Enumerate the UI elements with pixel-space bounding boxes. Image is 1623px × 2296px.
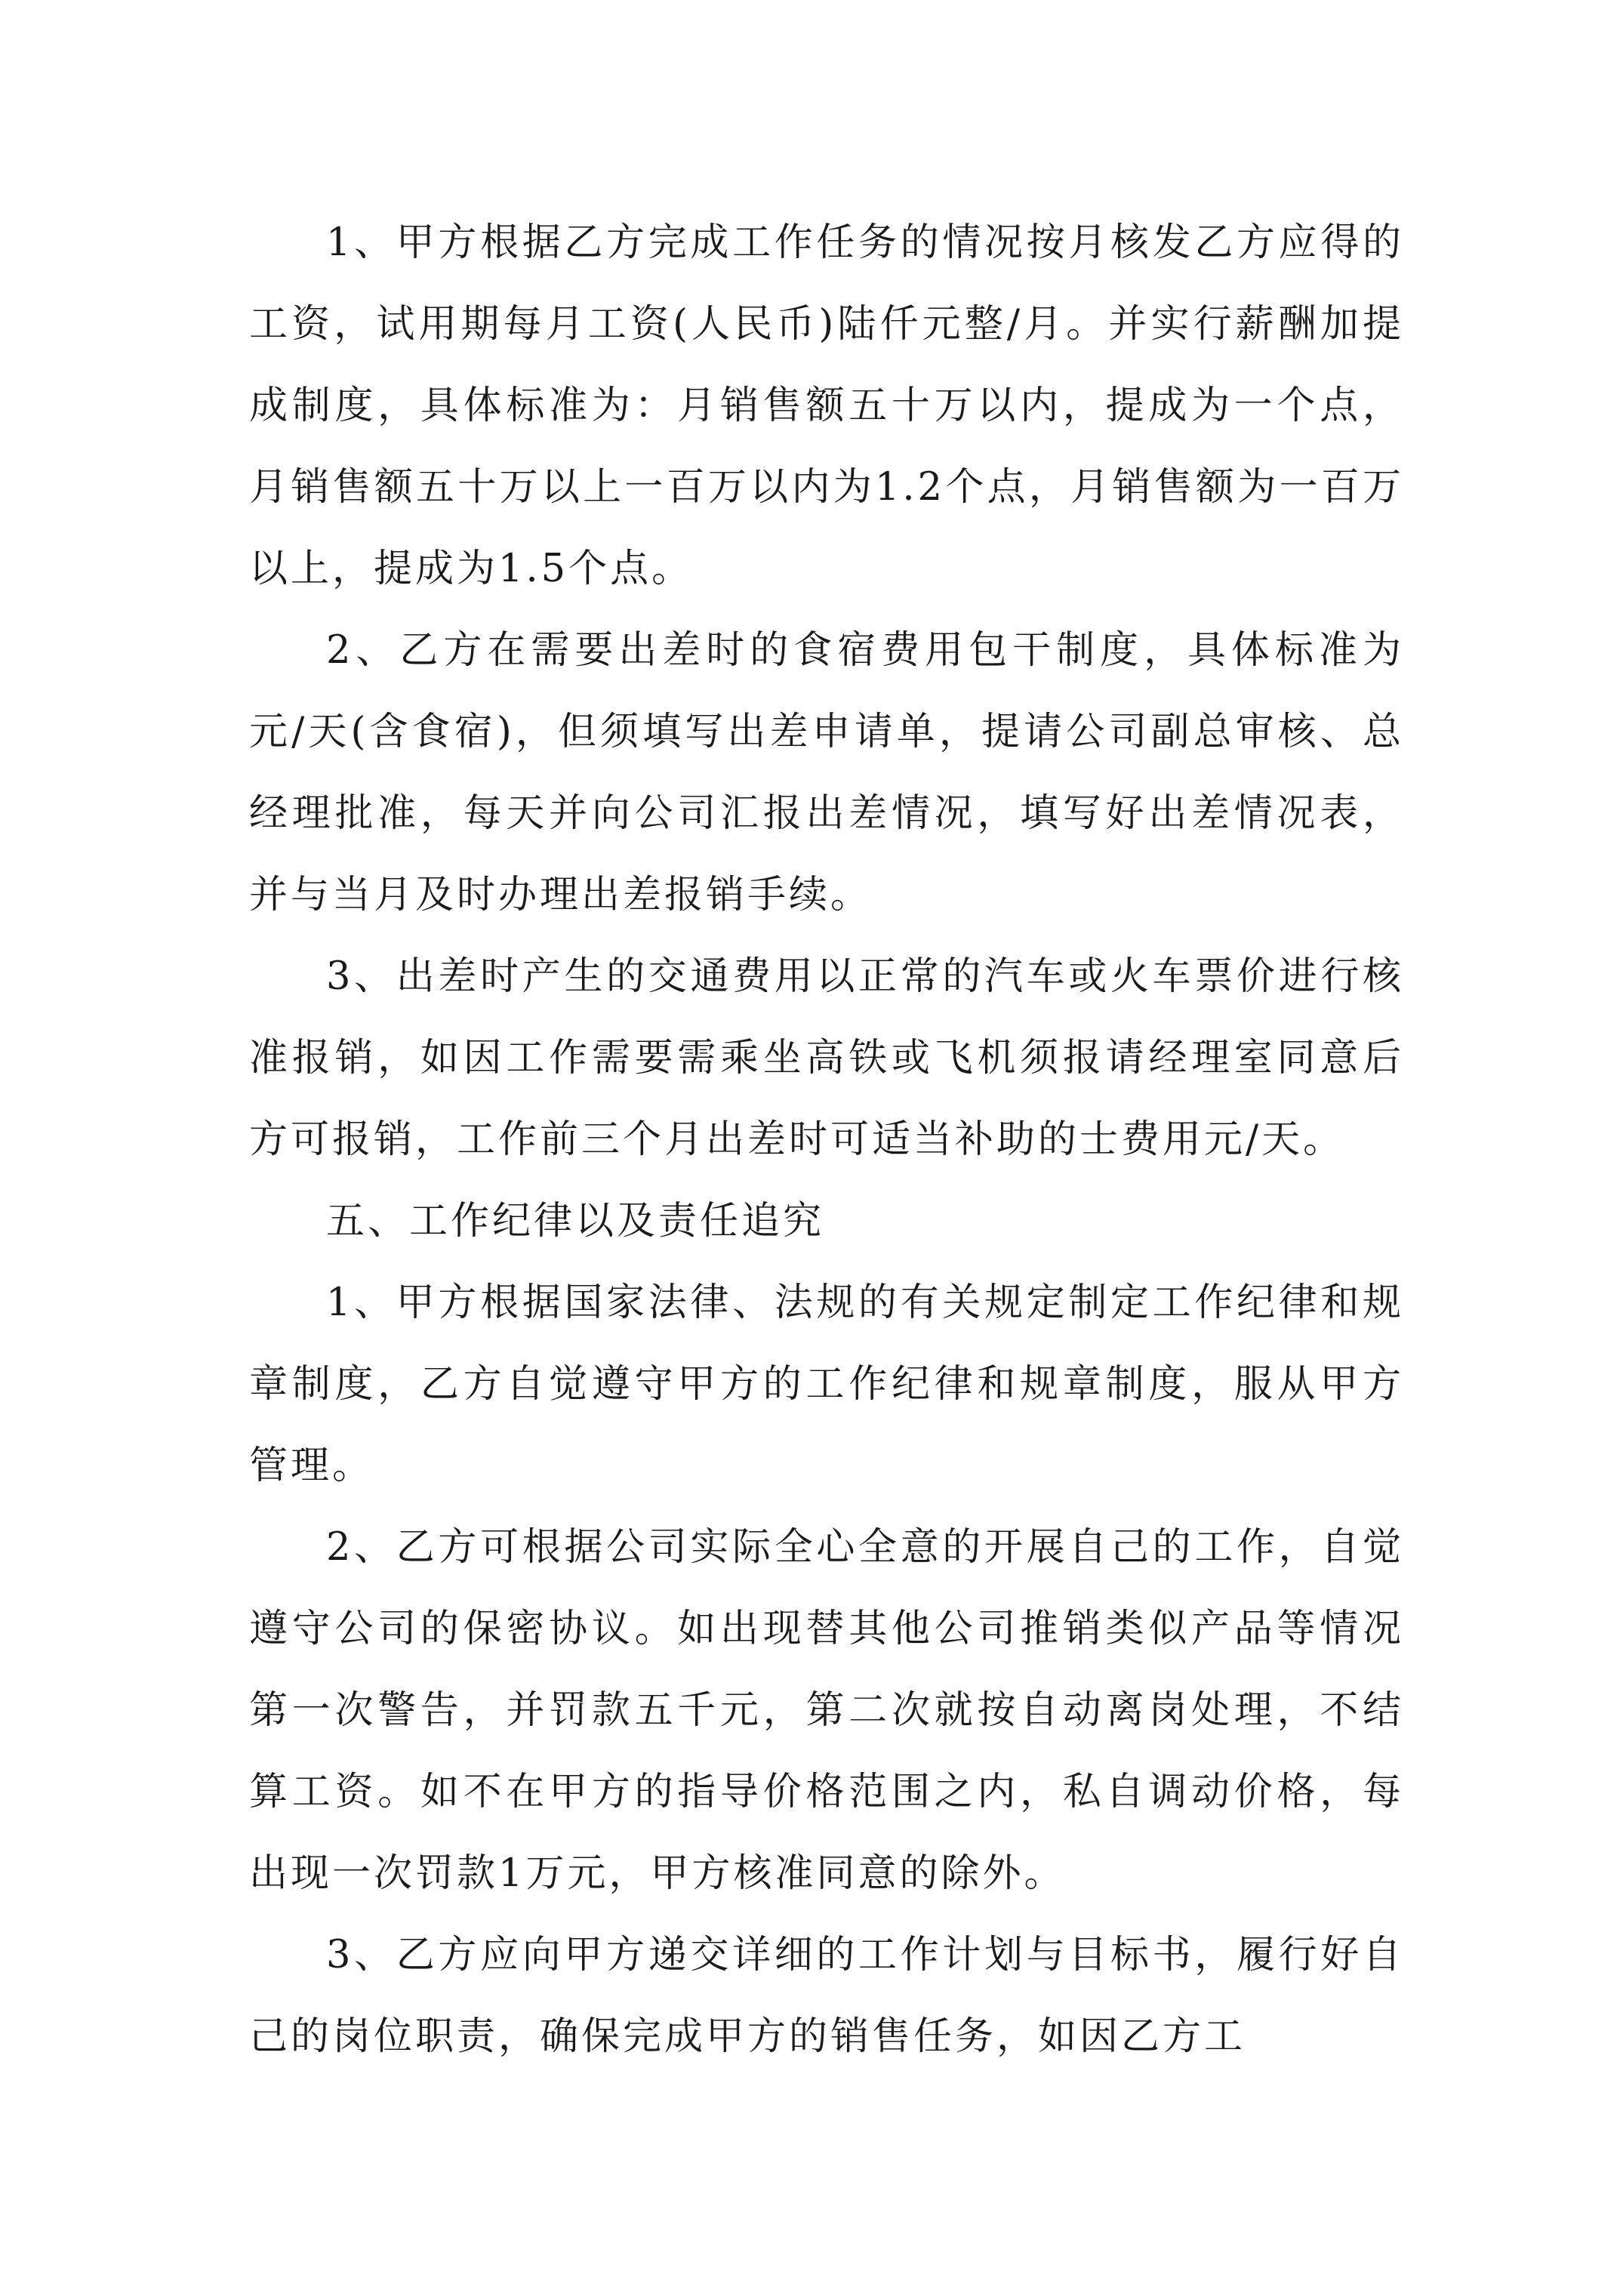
paragraph-travel-transport: 3、出差时产生的交通费用以正常的汽车或火车票价进行核准报销，如因工作需要需乘坐高铁或飞机须报请经理室同意后方可报销，工作前三个月出差时可适当补助的士费用元/天。 [249, 954, 1404, 1162]
paragraph-travel-lodging: 2、乙方在需要出差时的食宿费用包干制度，具体标准为元/天(含食宿)，但须填写出差申请单，提请公司副总审核、总经理批准，每天并向公司汇报出差情况，填写好出差情况表，并与当月及时办理出差报销手续。 [249, 628, 1404, 917]
document-body [249, 202, 1404, 2078]
paragraph-salary: 1、甲方根据乙方完成工作任务的情况按月核发乙方应得的工资，试用期每月工资(人民币)陆仟元整/月。并实行薪酬加提成制度，具体标准为：月销售额五十万以内，提成为一个点，月销售额五十万以上一百万以内为1.2个点，月销售额为一百万以上，提成为1.5个点。 [249, 220, 1404, 591]
section-heading-discipline: 五、工作纪律以及责任追究 [326, 1199, 825, 1244]
paragraph-work-plan: 3、乙方应向甲方递交详细的工作计划与目标书，履行好自己的岗位职责，确保完成甲方的销售任务，如因乙方工 [249, 1933, 1404, 2059]
paragraph-confidentiality: 2、乙方可根据公司实际全心全意的开展自己的工作，自觉遵守公司的保密协议。如出现替其他公司推销类似产品等情况第一次警告，并罚款五千元，第二次就按自动离岗处理，不结算工资。如不在甲方的指导价格范围之内，私自调动价格，每出现一次罚款1万元，甲方核准同意的除外。 [249, 1525, 1404, 1896]
paragraph-rules: 1、甲方根据国家法律、法规的有关规定制定工作纪律和规章制度，乙方自觉遵守甲方的工作纪律和规章制度，服从甲方管理。 [249, 1281, 1404, 1488]
